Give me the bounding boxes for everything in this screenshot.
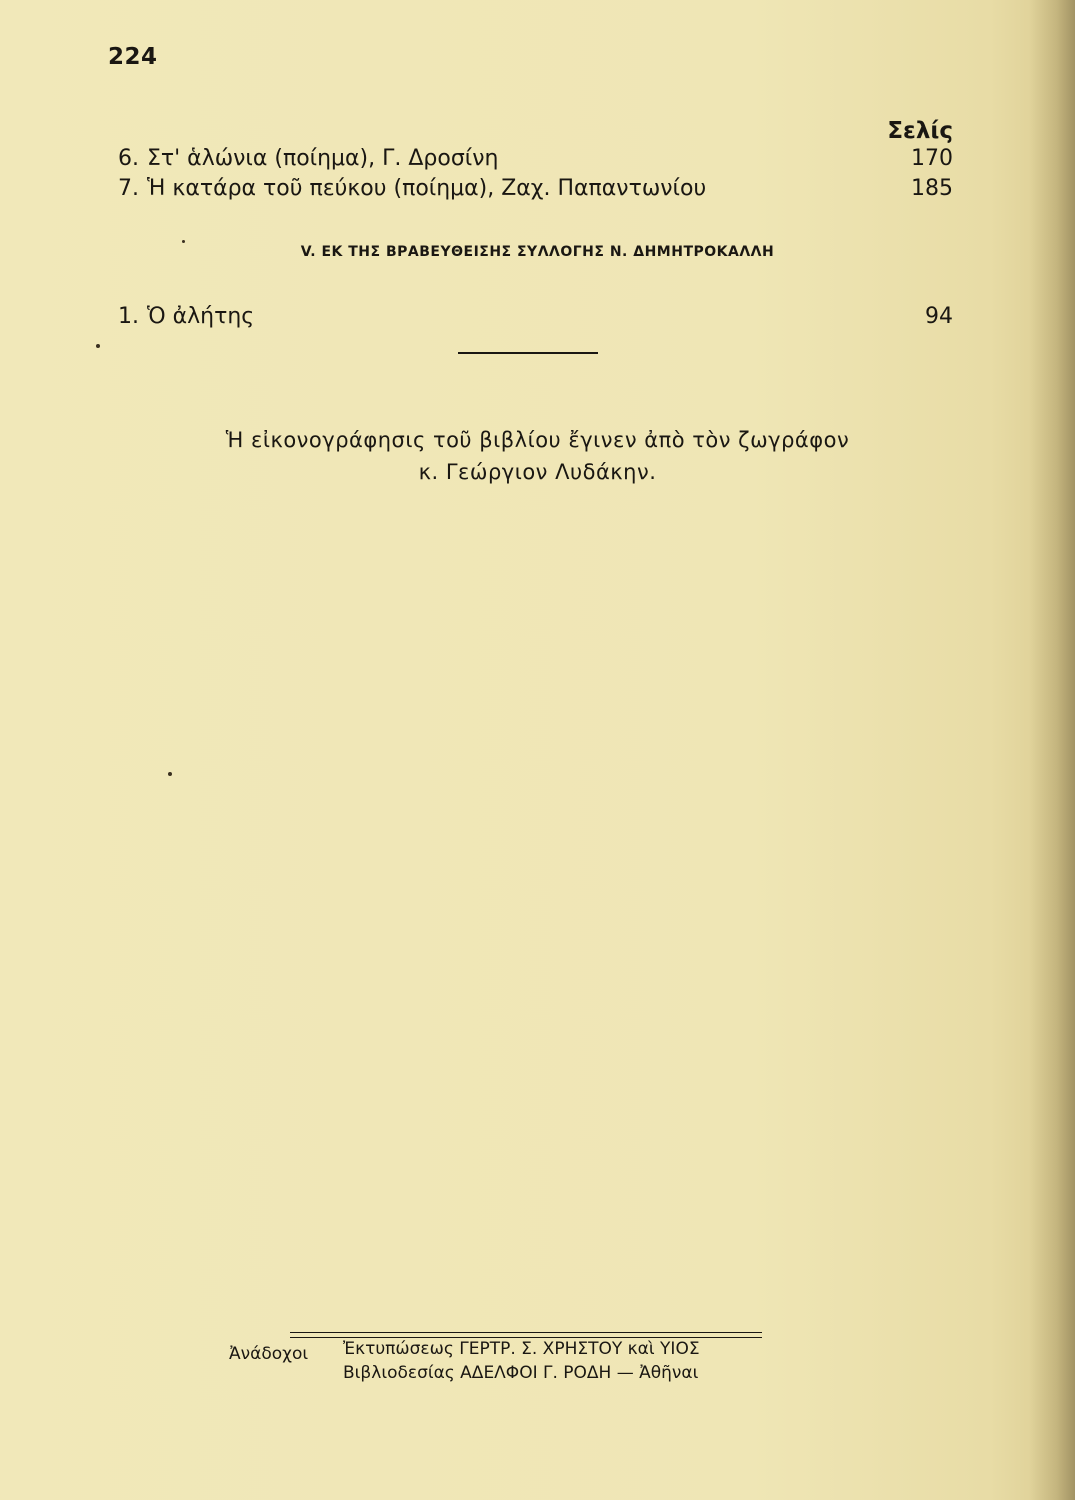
page-edge-shadow [1029, 0, 1075, 1500]
publisher-label: Ἀνάδοχοι [229, 1344, 309, 1364]
illustration-credit-line-2: κ. Γεώργιον Λυδάκην. [418, 460, 657, 484]
entry-page: 94 [925, 304, 953, 329]
entry-title: Ἡ κατάρα τοῦ πεύκου (ποίημα), Ζαχ. Παπαντωνίου [147, 176, 707, 201]
page-number: 224 [108, 44, 158, 70]
toc-entry [118, 176, 953, 201]
page-column-header: Σελίς [887, 118, 953, 144]
toc-entry [118, 304, 953, 329]
section-heading: V. ΕΚ ΤΗΣ ΒΡΑΒΕΥΘΕΙΣΗΣ ΣΥΛΛΟΓΗΣ Ν. ΔΗΜΗΤΡΟΚΑΛΛΗ [300, 244, 775, 260]
entry-number: 6. [118, 146, 139, 171]
entry-page: 170 [911, 146, 953, 171]
ink-speck [182, 240, 185, 243]
ink-speck [96, 344, 100, 348]
toc-entry [118, 146, 953, 171]
entry-number: 7. [118, 176, 139, 201]
divider-rule [458, 352, 598, 354]
illustration-credit-line-1: Ἡ εἰκονογράφησις τοῦ βιβλίου ἔγινεν ἀπὸ τὸν ζωγράφον [225, 428, 850, 452]
show-through-texture [120, 100, 1000, 1360]
entry-title: Στ' ἁλώνια (ποίημα), Γ. Δροσίνη [147, 146, 499, 171]
publisher-info [343, 1337, 700, 1385]
ink-speck [168, 772, 172, 776]
publisher-printing-line: Ἐκτυπώσεως ΓΕΡΤΡ. Σ. ΧΡΗΣΤΟΥ καὶ ΥΙΟΣ [343, 1339, 700, 1359]
publisher-binding-line: Βιβλιοδεσίας ΑΔΕΛΦΟΙ Γ. ΡΟΔΗ — Ἀθῆναι [343, 1363, 699, 1383]
entry-page: 185 [911, 176, 953, 201]
entry-title: Ὁ ἀλήτης [147, 304, 255, 329]
entry-number: 1. [118, 304, 139, 329]
